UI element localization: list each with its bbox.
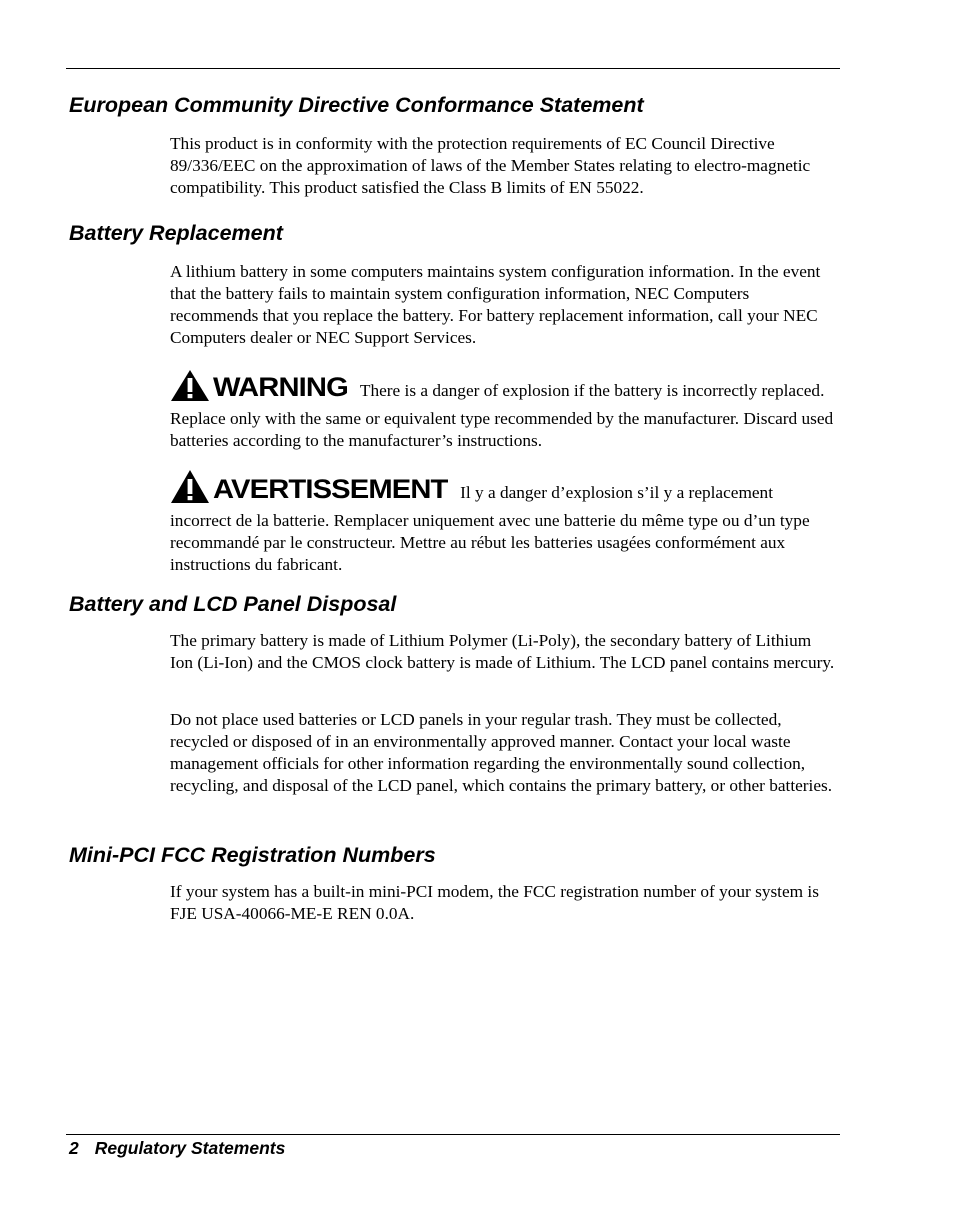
paragraph-ec-directive: This product is in conformity with the protection requirements of EC Council Directive 89/336/EEC on the approximation of laws of the Member States relating to electro-magnetic compatibility. This product satisfied the Class B limits of EN 55022. — [170, 134, 811, 197]
warning-english — [170, 369, 838, 452]
warning-triangle-icon — [170, 369, 210, 408]
avertissement-label: AVERTISSEMENT — [213, 474, 448, 504]
warning-triangle-icon — [170, 469, 210, 510]
heading-mini-pci-fcc: Mini-PCI FCC Registration Numbers — [69, 843, 436, 867]
warning-label: WARNING — [213, 372, 348, 402]
page-footer — [69, 1137, 285, 1159]
paragraph-mini-pci-fcc: If your system has a built-in mini-PCI modem, the FCC registration number of your system is FJE USA-40066-ME-E REN 0.0A. — [170, 882, 819, 923]
page-number: 2 — [69, 1138, 79, 1158]
heading-battery-lcd-disposal: Battery and LCD Panel Disposal — [69, 592, 397, 616]
footer-rule — [66, 1134, 840, 1135]
header-rule — [66, 68, 840, 69]
avertissement-text: Il y a danger d’explosion s’il y a replacement incorrect de la batterie. Remplacer uniquement avec une batterie du même type ou d’un type recommandé par le constructeur. Mettre au rébut les batteries usagées conformément aux instructions du fabricant. — [170, 483, 810, 574]
warning-text: There is a danger of explosion if the battery is incorrectly replaced. Replace only with the same or equivalent type recommended by the manufacturer. Discard used batteries according to the manufacturer’s instructions. — [170, 381, 834, 450]
footer-title: Regulatory Statements — [94, 1138, 286, 1158]
heading-battery-replacement: Battery Replacement — [69, 221, 283, 245]
warning-french — [170, 469, 838, 576]
paragraph-disposal-2: Do not place used batteries or LCD panels in your regular trash. They must be collected, recycled or disposed of in an environmentally approved manner. Contact your local waste management officials for other information regarding the environmentally sound collection, recycling, and disposal of the LCD panel, which contains the primary battery, or other batteries. — [170, 710, 833, 795]
paragraph-disposal-1: The primary battery is made of Lithium Polymer (Li-Poly), the secondary battery of Lithium Ion (Li-Ion) and the CMOS clock battery is made of Lithium. The LCD panel contains mercury. — [170, 631, 835, 672]
heading-ec-directive: European Community Directive Conformance Statement — [69, 93, 644, 117]
paragraph-battery-replacement: A lithium battery in some computers maintains system configuration information. In the event that the battery fails to maintain system configuration information, NEC Computers recommends that you replace the battery. For battery replacement information, call your NEC Computers dealer or NEC Support Services. — [170, 262, 821, 347]
